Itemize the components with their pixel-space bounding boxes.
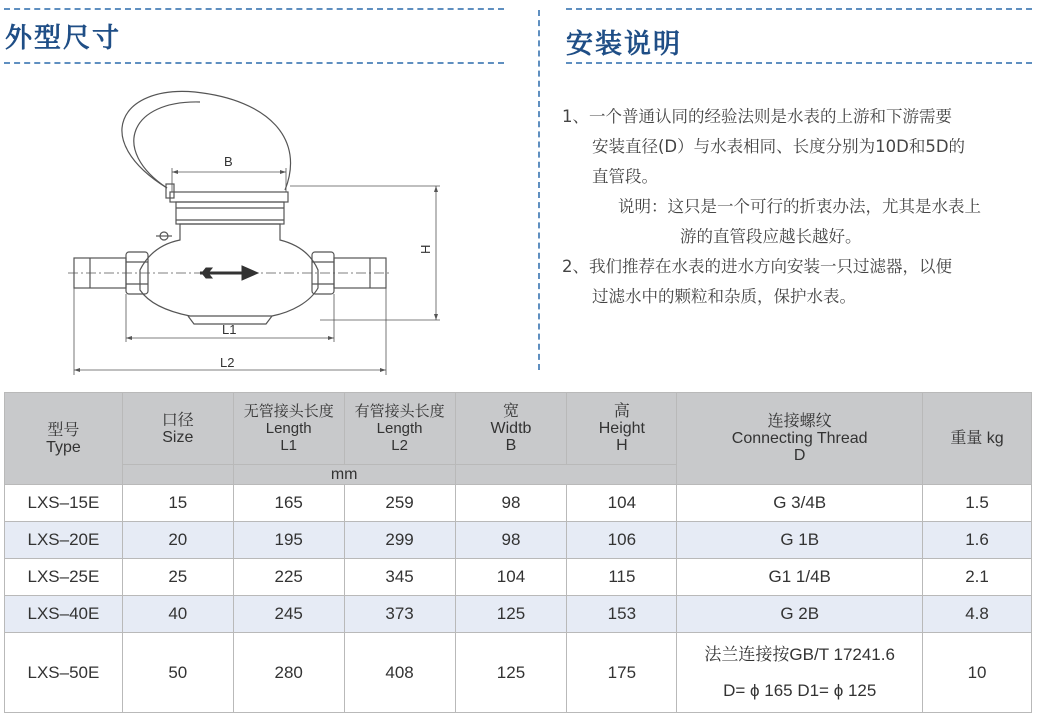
left-section-title: 外型尺寸 (5, 23, 121, 54)
instruction-item-2: 2、我们推荐在水表的进水方向安装一只过滤器，以便 过滤水中的颗粒和杂质，保护水表。 (562, 257, 952, 306)
header-type: 型号 Type (5, 393, 123, 485)
table-row: LXS–20E 20 195 299 98 106 G 1B 1.6 (5, 522, 1032, 559)
dimension-label-h: H (418, 244, 433, 254)
vertical-dashed-divider (538, 10, 540, 370)
table-row: LXS–40E 40 245 373 125 153 G 2B 4.8 (5, 596, 1032, 633)
right-title-underline (566, 62, 1032, 64)
table-row: LXS–15E 15 165 259 98 104 G 3/4B 1.5 (5, 485, 1032, 522)
header-width: 宽 Widtb B (455, 393, 567, 465)
meter-lid (122, 91, 291, 190)
right-section-title: 安装说明 (566, 29, 682, 60)
instruction-note: 说明：这只是一个可行的折衷办法，尤其是水表上 游的直管段应越长越好。 (618, 197, 981, 246)
dimension-label-l1: L1 (222, 322, 237, 337)
installation-instructions (562, 102, 1032, 312)
left-top-dashed-line (4, 8, 504, 10)
specification-table (4, 392, 1032, 713)
header-length-l2: 有管接头长度 Length L2 (344, 393, 455, 465)
table-row: LXS–50E 50 280 408 125 175 法兰连接按GB/T 17241.6 D= ϕ 165 D1= ϕ 125 10 (5, 633, 1032, 713)
header-thread: 连接螺纹 Connecting Thread D (677, 393, 923, 485)
right-top-dashed-line (566, 8, 1032, 10)
flow-direction-icon (200, 266, 258, 280)
water-meter-diagram (60, 80, 460, 380)
table-row: LXS–25E 25 225 345 104 115 G1 1/4B 2.1 (5, 559, 1032, 596)
meter-cover (170, 192, 288, 202)
flange-thread-cell: 法兰连接按GB/T 17241.6 D= ϕ 165 D1= ϕ 125 (677, 633, 923, 713)
header-length-l1: 无管接头长度 Length L1 (233, 393, 344, 465)
dimension-label-l2: L2 (220, 355, 235, 370)
header-height: 高 Height H (567, 393, 677, 465)
header-size: 口径 Size (122, 393, 233, 465)
instruction-item-1: 1、一个普通认同的经验法则是水表的上游和下游需要 安装直径(D）与水表相同、长度分别为10D和5D的 直管段。 (562, 107, 966, 186)
left-title-underline (4, 62, 504, 64)
header-unit-spacer (122, 465, 233, 485)
dimension-label-b: B (224, 154, 233, 169)
header-unit: mm (233, 465, 455, 485)
meter-body (140, 224, 318, 316)
header-weight: 重量 kg (923, 393, 1032, 485)
header-unit-spacer-2 (455, 465, 677, 485)
